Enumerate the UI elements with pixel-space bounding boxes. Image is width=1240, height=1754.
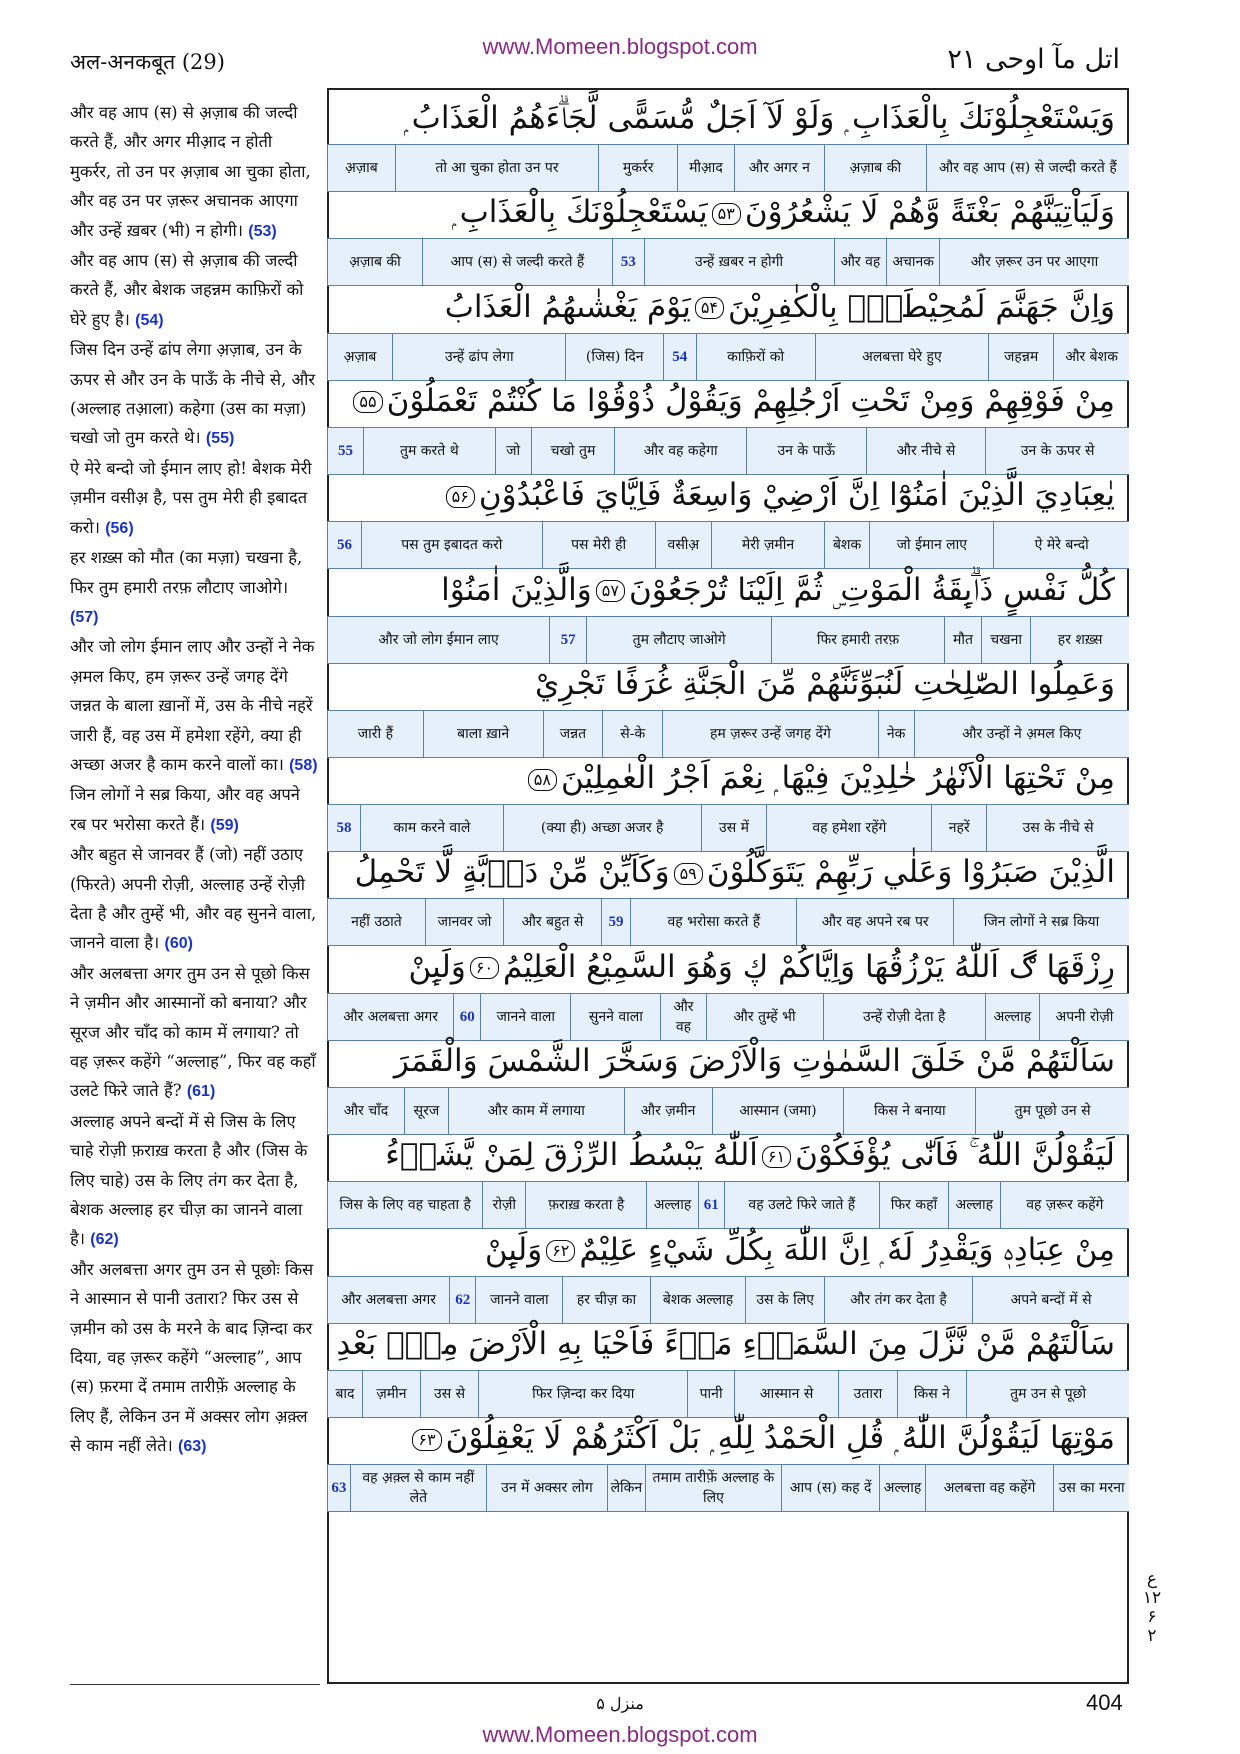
translation-divider [70, 1684, 320, 1685]
arabic-text: يَسْتَعْجِلُوْنَكَ بِالْعَذَابِ ۭ [451, 194, 708, 231]
word-meaning-cell: चखना [981, 617, 1030, 663]
word-meaning-cell: हर शख़्स [1030, 617, 1129, 663]
word-meaning-cell: और वह [834, 239, 887, 285]
word-meaning-cell: रोज़ी [482, 1182, 525, 1228]
word-meaning-cell: और चाँद [327, 1088, 404, 1134]
ruku-marker: ع ۱۲ ۶ ۲ [1142, 1569, 1162, 1646]
word-meaning-cell: फिर हमारी तरफ़ [771, 617, 944, 663]
word-meaning-cell: अपने बन्दों में से [972, 1277, 1129, 1323]
arabic-text: مِنْ فَوْقِهِمْ وَمِنْ تَحْتِ اَرْجُلِهِمْ وَيَقُوْلُ ذُوْقُوْا مَا كُنْتُمْ تَعْمَلُوْنَ [386, 382, 1115, 419]
grid-verse-number: 58 [327, 805, 360, 851]
arabic-verse-line [327, 1316, 1129, 1372]
arabic-text: رِزْقَهَا ڰ اَللّٰهُ يَرْزُقُهَا وَاِيَّاكُمْ ڮ وَهُوَ السَّمِيْعُ الْعَلِيْمُ [503, 948, 1115, 985]
word-meaning-cell: बेशक [824, 522, 869, 568]
arabic-text: وَالَّذِيْنَ اٰمَنُوْا [441, 571, 592, 608]
word-meaning-cell: वह भरोसा करते हैं [630, 899, 796, 945]
word-meaning-cell: अपनी रोज़ी [1039, 994, 1129, 1040]
arabic-verse-line [327, 90, 1129, 146]
grid-verse-number: 63 [327, 1465, 350, 1511]
ayah-number-marker: ۵۹ [674, 863, 703, 885]
word-meaning-cell: जानने वाला [480, 994, 570, 1040]
ayah-number-marker: ۶۳ [412, 1429, 441, 1451]
word-meaning-cell: और वह [660, 994, 705, 1040]
word-meaning-cell: तुम लौटाए जाओगे [586, 617, 771, 663]
word-meaning-cell: जन्नत [543, 711, 603, 757]
word-meaning-cell: और जो लोग ईमान लाए [327, 617, 549, 663]
translation-text: और वह आप (स) से अ़ज़ाब की जल्दी करते हैं, और बेशक जहन्नम काफ़िरों को घेरे हुए है। [70, 251, 304, 329]
word-meaning-cell: उस से [420, 1371, 478, 1417]
arabic-text: سَاَلْتَهُمْ مَّنْ نَّزَّلَ مِنَ السَّمَاۗءِ مَاۗءً فَاَحْيَا بِهِ الْاَرْضَ مِنْۢ بَعْدِ [336, 1325, 1115, 1362]
word-meaning-cell: आस्मान से [734, 1371, 839, 1417]
word-meaning-cell: जानने वाला [475, 1277, 562, 1323]
arabic-verse-line [327, 184, 1129, 240]
arabic-verse-line [327, 562, 1129, 618]
word-meaning-cell: जहन्नम [988, 334, 1053, 380]
arabic-text: لَيَقُوْلُنَّ اللّٰهُ ۚ فَاَنّٰى يُؤْفَكُوْنَ [795, 1137, 1115, 1174]
word-meaning-cell: और काम में लगाया [448, 1088, 624, 1134]
ayah-number-marker: ۶۱ [762, 1146, 791, 1168]
arabic-text: وَلَيَاْتِيَنَّهُمْ بَغْتَةً وَّهُمْ لَا يَشْعُرُوْنَ [744, 194, 1115, 231]
word-meaning-cell: जारी हैं [327, 711, 423, 757]
word-meaning-cell: अचानक [886, 239, 939, 285]
word-meaning-cell: और वह आप (स) से जल्दी करते हैं [926, 145, 1129, 191]
word-meaning-cell: और तुम्हें भी [706, 994, 823, 1040]
ayah-number-marker: ۵۷ [596, 580, 625, 602]
manzil-label: منزل ۵ [596, 1694, 644, 1713]
word-meaning-cell: तुम उन से पूछो [966, 1371, 1129, 1417]
word-meaning-cell: उन में अक्सर लोग [486, 1465, 607, 1511]
word-meaning-cell: आस्मान (जमा) [712, 1088, 844, 1134]
word-meaning-cell: उस के नीचे से [986, 805, 1129, 851]
word-meaning-cell: बाद [327, 1371, 362, 1417]
word-meaning-cell: फ़राख़ करता है [525, 1182, 646, 1228]
grid-verse-number: 61 [698, 1182, 724, 1228]
word-meaning-cell: (क्या ही) अच्छा अजर है [503, 805, 701, 851]
arabic-verse-line [327, 844, 1129, 900]
translation-text: ऐ मेरे बन्दो जो ईमान लाए हो! बेशक मेरी ज़मीन वसीअ़ है, पस तुम मेरी ही इबादत करो। [70, 458, 312, 537]
word-meaning-cell: पस मेरी ही [542, 522, 655, 568]
verse-number-label: (55) [205, 430, 235, 448]
ayah-number-marker: ۵۶ [446, 486, 475, 508]
header-website-url[interactable]: www.Momeen.blogspot.com [482, 34, 758, 59]
verse-number-label: (60) [164, 935, 193, 953]
word-meaning-cell: अल्लाह [985, 994, 1039, 1040]
word-meaning-cell: अल्लाह [879, 1465, 924, 1511]
translation-text: और अलबत्ता अगर तुम उन से पूछोः किस ने आस्मान से पानी उतारा? फिर उस से ज़मीन को उस के मरने के बाद ज़िन्दा कर दिया, वह ज़रूर कहेंगे “अल्लाह”, आप (स) फ़रमा दें तमाम तारीफ़ें अल्लाह के लिए हैं, लेकिन उन में अक्सर लोग अ़क़्ल से काम नहीं लेते। [70, 1259, 314, 1456]
word-meaning-cell: अ़ज़ाब की [824, 145, 926, 191]
word-meaning-cell: मौत [944, 617, 981, 663]
word-meaning-cell: उस के लिए [745, 1277, 823, 1323]
word-meaning-cell: पस तुम इबादत करो [361, 522, 542, 568]
word-meaning-cell: नेक [878, 711, 914, 757]
arabic-text: وَيَسْتَعْجِلُوْنَكَ بِالْعَذَابِ ۭ وَلَوْ لَآ اَجَلٌ مُّسَمًّى لَّجَاۗءَهُمُ الْعَذَابُ ۭ [403, 100, 1115, 136]
verse-number-label: (57) [70, 608, 99, 626]
word-meaning-cell: (जिस) दिन [565, 334, 663, 380]
translation-text: हर शख़्स को मौत (का मज़ा) चखना है, फिर तुम हमारी तरफ़ लौटाए जाओगे। [70, 548, 303, 597]
word-meaning-cell: पानी [687, 1371, 733, 1417]
word-meaning-cell: ज़मीन [362, 1371, 420, 1417]
arabic-verse-line [327, 467, 1129, 523]
ayah-number-marker: ۵۴ [695, 297, 724, 319]
arabic-text: وَاِنَّ جَهَنَّمَ لَمُحِيْطَةٌۢ بِالْكٰفِرِيْنَ [728, 288, 1115, 325]
word-meaning-cell: आप (स) कह दें [781, 1465, 879, 1511]
arabic-verse-line [327, 656, 1129, 712]
word-meaning-cell: आप (स) से जल्दी करते हैं [422, 239, 612, 285]
word-meaning-cell: वह अ़क़्ल से काम नहीं लेते [350, 1465, 486, 1511]
arabic-text: وَلَىِٕنْ [484, 1231, 543, 1268]
word-meaning-cell: किस ने [897, 1371, 967, 1417]
surah-title: अल-अनकबूत (29) [70, 50, 225, 74]
word-meaning-cell: वसीअ़ [655, 522, 711, 568]
arabic-text: يَوْمَ يَغْشٰىهُمُ الْعَذَابُ [444, 288, 691, 325]
arabic-verse-line [327, 373, 1129, 429]
footer-website-url[interactable]: www.Momeen.blogspot.com [482, 1722, 758, 1747]
translation-text: और वह आप (स) से अ़ज़ाब की जल्दी करते हैं, और अगर मीआ़द न होती मुकर्रर, तो उन पर अ़ज़ाब आ चुका होता, और वह उन पर ज़रूर अचानक आएगा और उन्हें ख़बर (भी) न होगी। [70, 103, 311, 240]
word-meaning-cell: जो [495, 428, 531, 474]
word-meaning-cell: तुम करते थे [363, 428, 495, 474]
word-meaning-cell: उतारा [838, 1371, 896, 1417]
word-meaning-cell: उन्हें ढांप लेगा [392, 334, 565, 380]
arabic-text: سَاَلْتَهُمْ مَّنْ خَلَقَ السَّمٰوٰتِ وَالْاَرْضَ وَسَخَّرَ الشَّمْسَ وَالْقَمَرَ [393, 1043, 1115, 1079]
verse-number-label: (56) [105, 519, 134, 537]
word-meaning-cell: नहरें [931, 805, 986, 851]
ayah-number-marker: ۵۵ [353, 391, 382, 413]
arabic-text: مَوْتِهَا لَيَقُوْلُنَّ اللّٰهُ ۭ قُلِ الْحَمْدُ لِلّٰهِ ۭ بَلْ اَكْثَرُهُمْ لَا يَعْقِلُوْنَ [445, 1420, 1115, 1457]
word-meaning-cell: बेशक अल्लाह [650, 1277, 746, 1323]
word-meaning-cell: और वह अपने रब पर [796, 899, 952, 945]
arabic-verse-line [327, 1410, 1129, 1466]
word-meaning-cell: और अगर न [734, 145, 824, 191]
translation-column [70, 98, 318, 1462]
ayah-number-marker: ۵۸ [528, 769, 557, 791]
word-meaning-cell: अलबत्ता वह कहेंगे [925, 1465, 1054, 1511]
word-meaning-cell: उस का मरना [1053, 1465, 1129, 1511]
translation-text: और बहुत से जानवर हैं (जो) नहीं उठाए (फिरते) अपनी रोज़ी, अल्लाह उन्हें रोज़ी देता है और तुम्हें भी, और वह सुनने वाला, जानने वाला है। [70, 845, 317, 953]
word-meaning-cell: और बेशक [1053, 334, 1129, 380]
word-meaning-cell: उन्हें रोज़ी देता है [823, 994, 985, 1040]
word-meaning-cell: जानवर जो [425, 899, 503, 945]
arabic-verse-line [327, 939, 1129, 995]
word-meaning-cell: और अलबत्ता अगर [327, 994, 453, 1040]
word-meaning-cell: जिस के लिए वह चाहता है [327, 1182, 482, 1228]
translation-text: और अलबत्ता अगर तुम उन से पूछो किस ने ज़मीन और आस्मानों को बनाया? और सूरज और चाँद को काम में लगाया? तो वह ज़रूर कहेंगे “अल्लाह”, फिर वह कहाँ उलटे फिरे जाते हैं? [70, 963, 316, 1101]
ayah-number-marker: ۶۰ [470, 957, 499, 979]
word-meaning-cell: और तंग कर देता है [824, 1277, 972, 1323]
arabic-text: اَللّٰهُ يَبْسُطُ الرِّزْقَ لِمَنْ يَّشَاۗءُ [385, 1137, 758, 1174]
word-meaning-cell: मीआ़द [677, 145, 733, 191]
word-meaning-cell: और उन्हों ने अ़मल किए [914, 711, 1129, 757]
word-meaning-cell: और अलबत्ता अगर [327, 1277, 449, 1323]
word-meaning-cell: अल्लाह [646, 1182, 698, 1228]
word-meaning-cell: चखो तुम [531, 428, 615, 474]
arabic-text: وَعَمِلُوا الصّٰلِحٰتِ لَنُبَوِّئَنَّهُمْ مِّنَ الْجَنَّةِ غُرَفًا تَجْرِيْ [535, 665, 1115, 702]
word-meaning-cell: और ज़मीन [624, 1088, 712, 1134]
arabic-text: يٰعِبَادِيَ الَّذِيْنَ اٰمَنُوْٓا اِنَّ اَرْضِيْ وَاسِعَةٌ فَاِيَّايَ فَاعْبُدُوْنِ [478, 477, 1115, 514]
word-meaning-cell: अलबत्ता घेरे हुए [815, 334, 988, 380]
word-meaning-cell: वह उलटे फिरे जाते हैं [724, 1182, 879, 1228]
grid-verse-number: 60 [453, 994, 480, 1040]
word-meaning-cell: तमाम तारीफ़ें अल्लाह के लिए [645, 1465, 781, 1511]
word-meaning-cell: तो आ चुका होता उन पर [395, 145, 598, 191]
word-meaning-cell: उन के ऊपर से [985, 428, 1129, 474]
word-meaning-grid [327, 1464, 1129, 1512]
word-meaning-cell: और नीचे से [866, 428, 986, 474]
ayah-number-marker: ۶۲ [546, 1240, 575, 1262]
translation-text: जिस दिन उन्हें ढांप लेगा अ़ज़ाब, उन के ऊपर से और उन के पाऊँ के नीचे से, और (अल्लाह तआ़ला) कहेगा (उस का मज़ा) चखो जो तुम करते थे। [70, 340, 316, 448]
arabic-text: كُلُّ نَفْسٍ ذَاۗىِٕقَةُ الْمَوْتِ ۣ ثُمَّ اِلَيْنَا تُرْجَعُوْنَ [628, 571, 1115, 608]
grid-verse-number: 56 [327, 522, 361, 568]
word-meaning-cell: और ज़रूर उन पर आएगा [939, 239, 1129, 285]
verse-number-label: (58) [289, 756, 318, 774]
verse-number-label: (59) [210, 816, 239, 834]
arabic-text: وَلَىِٕنْ [408, 948, 466, 985]
word-meaning-cell: जो ईमान लाए [869, 522, 993, 568]
word-meaning-cell: लेकिन [607, 1465, 645, 1511]
word-meaning-cell: अ़ज़ाब [327, 145, 395, 191]
verse-number-label: (63) [177, 1438, 207, 1456]
arabic-verse-line [327, 279, 1129, 335]
word-meaning-cell: तुम पूछो उन से [975, 1088, 1129, 1134]
arabic-verse-line [327, 1127, 1129, 1183]
word-meaning-cell: जिन लोगों ने सब्र किया [953, 899, 1129, 945]
word-meaning-cell: उन के पाऊँ [746, 428, 866, 474]
juz-title: اتل مآ اوحی ۲۱ [947, 44, 1120, 75]
word-meaning-cell: काम करने वाले [360, 805, 503, 851]
ayah-number-marker: ۵۳ [712, 203, 741, 225]
arabic-text: مِنْ تَحْتِهَا الْاَنْهٰرُ خٰلِدِيْنَ فِيْهَا ۭ نِعْمَ اَجْرُ الْعٰمِلِيْنَ [560, 760, 1115, 797]
verse-number-label: (53) [248, 222, 277, 240]
page-number: 404 [1086, 1690, 1123, 1715]
grid-verse-number: 53 [612, 239, 644, 285]
word-meaning-cell: ऐ मेरे बन्दो [993, 522, 1129, 568]
word-meaning-cell: बाला ख़ाने [423, 711, 543, 757]
grid-verse-number: 57 [549, 617, 586, 663]
word-meaning-cell: अल्लाह [948, 1182, 1000, 1228]
translation-text: अल्लाह अपने बन्दों में से जिस के लिए चाहे रोज़ी फ़राख़ करता है और (जिस के लिए चाहे) उस के लिए तंग कर देता है, बेशक अल्लाह हर चीज़ का जानने वाला है। [70, 1111, 308, 1249]
word-meaning-cell: किस ने बनाया [843, 1088, 975, 1134]
word-meaning-cell: वह ज़रूर कहेंगे [1000, 1182, 1129, 1228]
word-meaning-cell: काफ़िरों को [696, 334, 815, 380]
word-meaning-cell: अ़ज़ाब की [327, 239, 422, 285]
arabic-verse-line [327, 750, 1129, 806]
grid-verse-number: 59 [601, 899, 630, 945]
word-meaning-cell: सूरज [404, 1088, 448, 1134]
word-meaning-cell: सुनने वाला [570, 994, 660, 1040]
verse-number-label: (61) [186, 1083, 216, 1101]
arabic-verse-line [327, 1222, 1129, 1278]
word-meaning-cell: वह हमेशा रहेंगे [766, 805, 931, 851]
word-meaning-cell: फिर ज़िन्दा कर दिया [478, 1371, 687, 1417]
grid-verse-number: 54 [663, 334, 696, 380]
verse-number-label: (62) [90, 1231, 119, 1249]
word-meaning-cell: मेरी ज़मीन [711, 522, 824, 568]
word-meaning-cell: अ़ज़ाब [327, 334, 392, 380]
word-meaning-cell: मुकर्रर [598, 145, 677, 191]
word-meaning-cell: और वह कहेगा [614, 428, 746, 474]
word-meaning-cell: से-के [602, 711, 662, 757]
arabic-text: الَّذِيْنَ صَبَرُوْا وَعَلٰي رَبِّهِمْ يَتَوَكَّلُوْنَ [706, 854, 1115, 891]
word-meaning-cell: हम ज़रूर उन्हें जगह देंगे [662, 711, 877, 757]
word-meaning-cell: फिर कहाँ [879, 1182, 948, 1228]
arabic-verse-line [327, 1033, 1129, 1089]
translation-text: और जो लोग ईमान लाए और उन्हों ने नेक अ़मल किए, हम ज़रूर उन्हें जगह देंगे जन्नत के बाला ख़ानों में, उस के नीचे नहरें जारी हैं, वह उस में हमेशा रहेंगे, क्या ही अच्छा अजर है काम करने वालों का। [70, 637, 315, 774]
word-meaning-cell: उस में [701, 805, 767, 851]
word-meaning-cell: नहीं उठाते [327, 899, 425, 945]
grid-verse-number: 55 [327, 428, 363, 474]
verse-number-label: (54) [135, 311, 164, 329]
grid-verse-number: 62 [449, 1277, 475, 1323]
translation-text: जिन लोगों ने सब्र किया, और वह अपने रब पर भरोसा करते हैं। [70, 785, 300, 834]
arabic-text: وَكَاَيِّنْ مِّنْ دَاۗبَّةٍ لَّا تَحْمِلُ [354, 854, 670, 891]
word-meaning-cell: हर चीज़ का [562, 1277, 649, 1323]
word-meaning-cell: उन्हें ख़बर न होगी [644, 239, 834, 285]
arabic-text: مِنْ عِبَادِهٖ وَيَقْدِرُ لَهٗ ۭ اِنَّ اللّٰهَ بِكُلِّ شَيْءٍ عَلِيْمٌ [579, 1231, 1115, 1268]
word-meaning-cell: और बहुत से [503, 899, 601, 945]
